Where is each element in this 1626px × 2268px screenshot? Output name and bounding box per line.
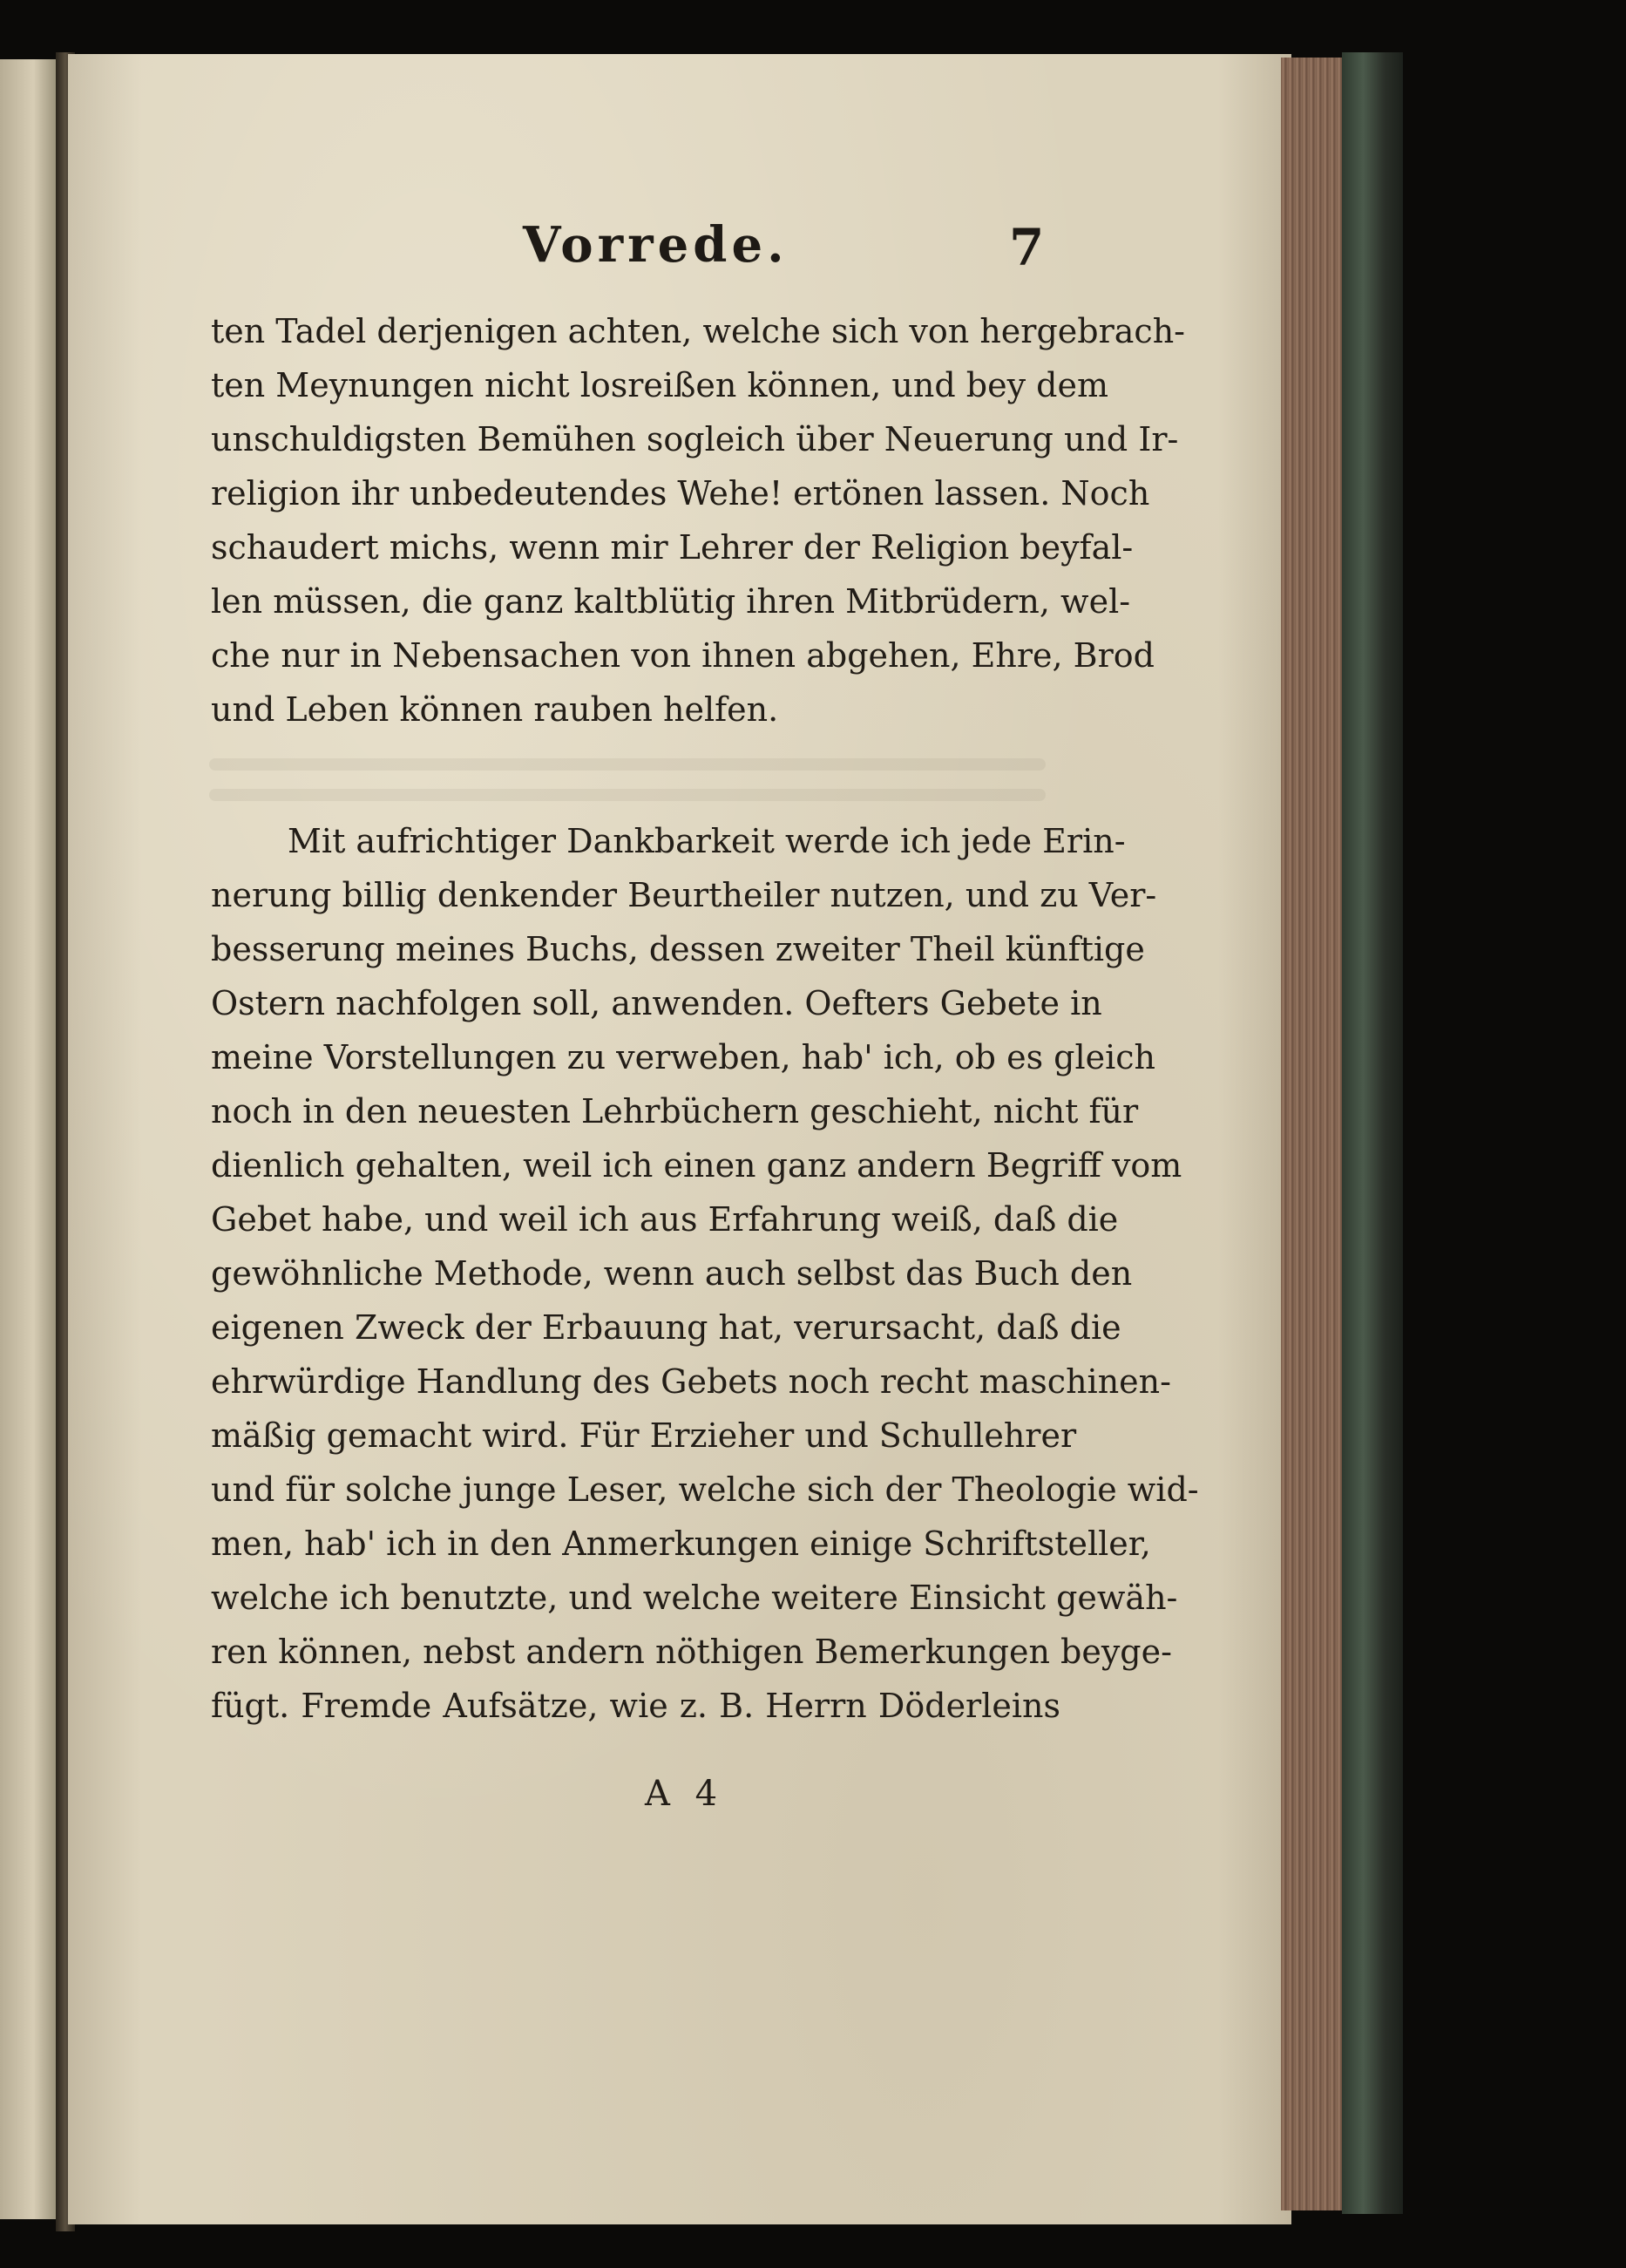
text-line: men, hab' ich in den Anmerkungen einige Schriftsteller, <box>211 1524 1151 1563</box>
text-line: und Leben können rauben helfen. <box>211 690 779 729</box>
text-line: besserung meines Buchs, dessen zweiter Theil künftige <box>211 930 1145 968</box>
text-line: mäßig gemacht wird. Für Erzieher und Schullehrer <box>211 1416 1077 1455</box>
text-line: Ostern nachfolgen soll, anwenden. Oefters Gebete in <box>211 984 1102 1022</box>
text-line: schaudert michs, wenn mir Lehrer der Religion beyfal- <box>211 528 1134 567</box>
show-through-text <box>209 758 1046 771</box>
text-line: ten Tadel derjenigen achten, welche sich von hergebrach- <box>211 312 1186 350</box>
text-line: che nur in Nebensachen von ihnen abgehen, Ehre, Brod <box>211 636 1155 675</box>
show-through-text <box>209 789 1046 801</box>
text-line: ren können, nebst andern nöthigen Bemerkungen beyge- <box>211 1633 1172 1671</box>
text-line: Mit aufrichtiger Dankbarkeit werde ich jede Erin- <box>288 822 1126 860</box>
text-line: eigenen Zweck der Erbauung hat, verursacht, daß die <box>211 1308 1121 1347</box>
book-cover-edge <box>1342 52 1403 2214</box>
text-line: nerung billig denkender Beurtheiler nutzen, und zu Ver- <box>211 876 1157 914</box>
text-line: welche ich benutzte, und welche weitere Einsicht gewäh- <box>211 1579 1178 1617</box>
text-line: meine Vorstellungen zu verweben, hab' ich, ob es gleich <box>211 1038 1156 1076</box>
text-line: ehrwürdige Handlung des Gebets noch recht maschinen- <box>211 1362 1171 1401</box>
text-line: fügt. Fremde Aufsätze, wie z. B. Herrn Döderleins <box>211 1687 1060 1725</box>
page-block-edges <box>1281 58 1344 2210</box>
text-line: len müssen, die ganz kaltblütig ihren Mitbrüdern, wel- <box>211 582 1131 621</box>
text-line: und für solche junge Leser, welche sich der Theologie wid- <box>211 1470 1199 1509</box>
page-number: 7 <box>1009 218 1045 277</box>
text-line: Gebet habe, und weil ich aus Erfahrung weiß, daß die <box>211 1200 1119 1239</box>
left-page-edge <box>0 59 61 2219</box>
text-line: ten Meynungen nicht losreißen können, und bey dem <box>211 366 1108 404</box>
running-header: Vorrede. <box>523 216 789 274</box>
text-line: religion ihr unbedeutendes Wehe! ertönen lassen. Noch <box>211 474 1150 513</box>
text-line: unschuldigsten Bemühen sogleich über Neuerung und Ir- <box>211 420 1179 458</box>
text-line: noch in den neuesten Lehrbüchern geschieht, nicht für <box>211 1092 1139 1131</box>
printer-signature: A 4 <box>645 1774 725 1814</box>
text-line: dienlich gehalten, weil ich einen ganz andern Begriff vom <box>211 1146 1182 1185</box>
text-line: gewöhnliche Methode, wenn auch selbst das Buch den <box>211 1254 1133 1293</box>
